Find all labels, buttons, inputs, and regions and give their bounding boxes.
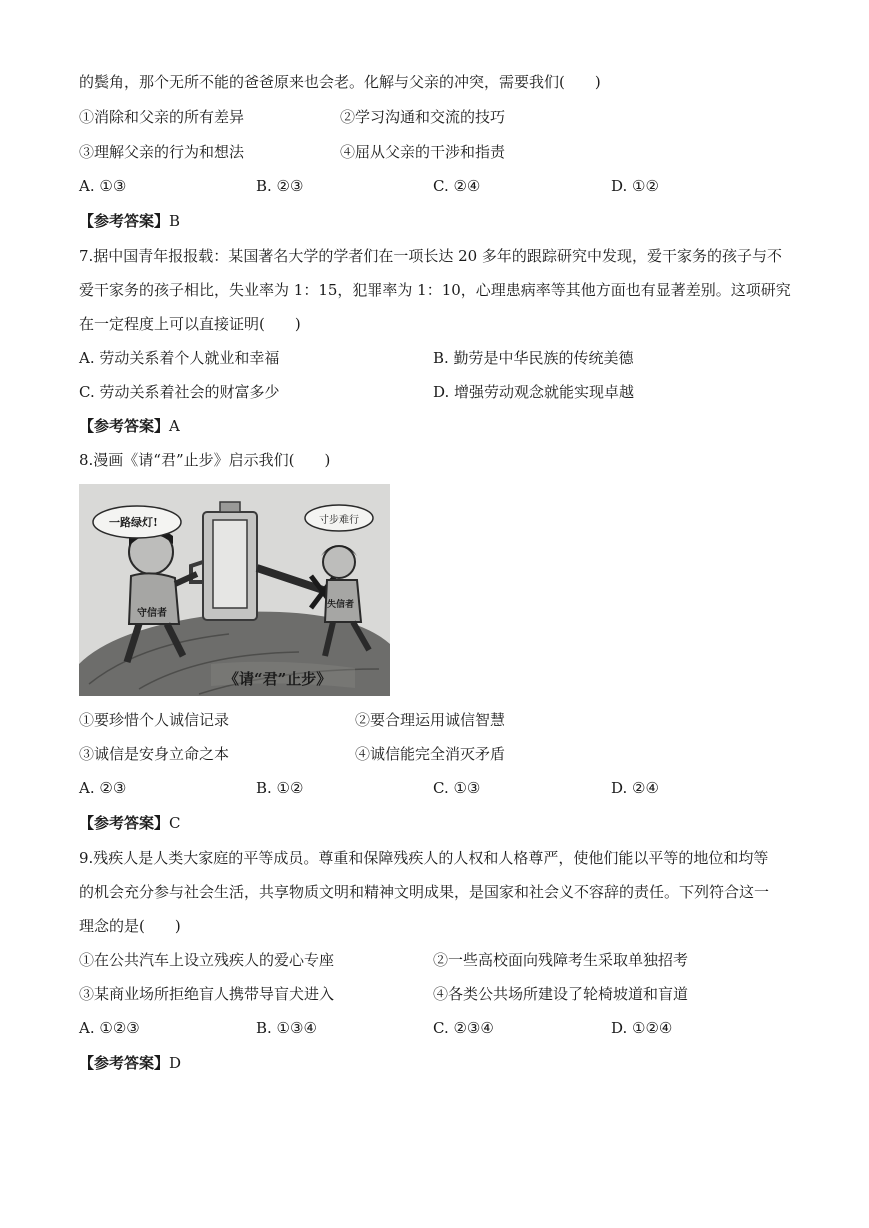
q7-stem-line-2: 爱干家务的孩子相比，失业率为 1：15，犯罪率为 1：10，心理患病率等其他方面也有显著差别。这项研究 <box>79 281 791 299</box>
q9-item-3: ③某商业场所拒绝盲人携带导盲犬进入 <box>79 985 335 1003</box>
q7-answer <box>79 416 180 436</box>
q7-option-c: C. 劳动关系着社会的财富多少 <box>79 383 280 401</box>
cartoon-bubble-left: 一路绿灯! <box>109 516 158 529</box>
q8-option-d: D. ②④ <box>611 779 659 797</box>
cartoon-bubble-right: 寸步难行 <box>319 515 359 526</box>
q6-item-3: ③理解父亲的行为和想法 <box>79 143 245 161</box>
q6-answer <box>79 211 180 231</box>
q6-item-2: ②学习沟通和交流的技巧 <box>340 108 506 126</box>
q8-item-3: ③诚信是安身立命之本 <box>79 745 230 763</box>
q6-option-b: B. ②③ <box>256 177 304 195</box>
q9-item-4: ④各类公共场所建设了轮椅坡道和盲道 <box>433 985 689 1003</box>
q8-item-1: ①要珍惜个人诚信记录 <box>79 711 230 729</box>
cartoon-shirt-right: 失信者 <box>327 600 355 610</box>
q8-stem: 8.漫画《请“君”止步》启示我们( ) <box>79 451 331 469</box>
q6-item-4: ④屈从父亲的干涉和指责 <box>340 143 506 161</box>
q6-option-c: C. ②④ <box>433 177 481 195</box>
q7-option-a: A. 劳动关系着个人就业和幸福 <box>79 349 280 367</box>
q9-option-b: B. ①③④ <box>256 1019 317 1037</box>
q9-stem-line-1: 9.残疾人是人类大家庭的平等成员。尊重和保障残疾人的人权和人格尊严，使他们能以平等的地位和均等 <box>79 849 769 867</box>
q9-option-a: A. ①②③ <box>79 1019 140 1037</box>
cartoon-caption: 《请“君”止步》 <box>224 670 332 688</box>
q9-answer <box>79 1053 181 1073</box>
q8-option-b: B. ①② <box>256 779 304 797</box>
q7-option-d: D. 增强劳动观念就能实现卓越 <box>433 383 635 401</box>
answer-value: D <box>169 1054 182 1072</box>
q8-item-4: ④诚信能完全消灭矛盾 <box>355 745 506 763</box>
q8-option-c: C. ①③ <box>433 779 481 797</box>
answer-label: 【参考答案】 <box>79 814 170 832</box>
q9-item-2: ②一些高校面向残障考生采取单独招考 <box>433 951 689 969</box>
answer-value: C <box>169 814 181 832</box>
cartoon-image <box>79 484 390 696</box>
answer-label: 【参考答案】 <box>79 212 170 230</box>
q6-stem-tail: 的鬓角，那个无所不能的爸爸原来也会老。化解与父亲的冲突，需要我们( ) <box>79 73 601 91</box>
answer-value: B <box>169 212 181 230</box>
answer-label: 【参考答案】 <box>79 1054 170 1072</box>
answer-value: A <box>169 417 180 435</box>
q6-option-a: A. ①③ <box>79 177 127 195</box>
q6-item-1: ①消除和父亲的所有差异 <box>79 108 245 126</box>
q7-stem-line-1: 7.据中国青年报报载：某国著名大学的学者们在一项长达 20 多年的跟踪研究中发现，爱干家务的孩子与不 <box>79 247 782 265</box>
q6-option-d: D. ①② <box>611 177 659 195</box>
q8-option-a: A. ②③ <box>79 779 127 797</box>
q7-option-b: B. 勤劳是中华民族的传统美德 <box>433 349 634 367</box>
q7-stem-line-3: 在一定程度上可以直接证明( ) <box>79 315 301 333</box>
q9-option-c: C. ②③④ <box>433 1019 494 1037</box>
q8-answer <box>79 813 181 833</box>
q9-item-1: ①在公共汽车上设立残疾人的爱心专座 <box>79 951 335 969</box>
q9-stem-line-3: 理念的是( ) <box>79 917 181 935</box>
q9-option-d: D. ①②④ <box>611 1019 673 1037</box>
cartoon-shirt-left: 守信者 <box>137 608 167 619</box>
q8-item-2: ②要合理运用诚信智慧 <box>355 711 506 729</box>
q9-stem-line-2: 的机会充分参与社会生活，共享物质文明和精神文明成果，是国家和社会义不容辞的责任。下列符合这一 <box>79 883 770 901</box>
answer-label: 【参考答案】 <box>79 417 170 435</box>
